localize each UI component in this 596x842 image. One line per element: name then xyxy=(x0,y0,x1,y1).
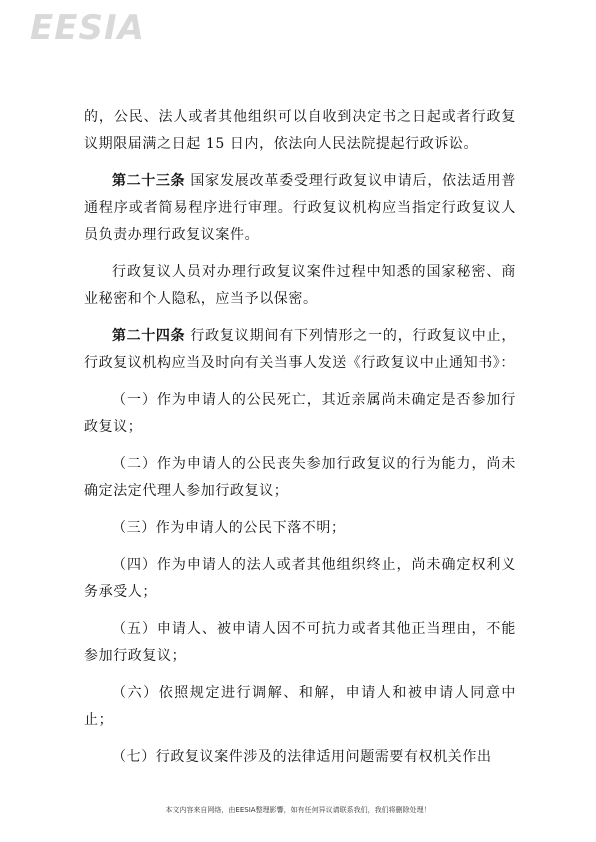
document-body xyxy=(84,104,516,781)
paragraph-text: （六）依照规定进行调解、和解，申请人和被申请人同意中止； xyxy=(84,685,516,728)
paragraph-text: （三）作为申请人的公民下落不明； xyxy=(112,520,346,536)
paragraph-text: （七）行政复议案件涉及的法律适用问题需要有权机关作出 xyxy=(112,749,492,765)
paragraph-p1 xyxy=(84,104,516,158)
paragraph-text: （二）作为申请人的公民丧失参加行政复议的行为能力，尚未确定法定代理人参加行政复议； xyxy=(84,456,516,499)
paragraph-text: 行政复议期间有下列情形之一的，行政复议中止，行政复议机构应当及时向有关当事人发送《行政复议中止通知书》： xyxy=(84,328,517,371)
article-heading: 第二十三条 xyxy=(112,173,186,189)
list-item-2 xyxy=(84,451,516,505)
paragraph-text: （四）作为申请人的法人或者其他组织终止，尚未确定权利义务承受人； xyxy=(84,557,516,600)
list-item-1 xyxy=(84,387,516,441)
list-item-4 xyxy=(84,552,516,606)
eesia-logo: EESIA xyxy=(30,8,145,48)
paragraph-text: （五）申请人、被申请人因不可抗力或者其他正当理由，不能参加行政复议； xyxy=(84,621,516,664)
paragraph-text: 国家发展改革委受理行政复议申请后，依法适用普通程序或者简易程序进行审理。行政复议机构应当指定行政复议人员负责办理行政复议案件。 xyxy=(84,173,517,243)
list-item-5 xyxy=(84,616,516,670)
paragraph-text: （一）作为申请人的公民死亡，其近亲属尚未确定是否参加行政复议； xyxy=(84,392,516,435)
paragraph-confidentiality xyxy=(84,259,516,313)
list-item-3 xyxy=(84,515,516,542)
footer-disclaimer: 本文内容来自网络，由EESIA整理影響，如有任何异议请联系我们，我们将删除处理！ xyxy=(165,806,431,814)
article-heading: 第二十四条 xyxy=(112,328,186,344)
paragraph-text: 行政复议人员对办理行政复议案件过程中知悉的国家秘密、商业秘密和个人隐私，应当予以保密。 xyxy=(84,264,516,307)
article-24 xyxy=(84,323,516,377)
article-23 xyxy=(84,168,516,249)
paragraph-text: 的，公民、法人或者其他组织可以自收到决定书之日起或者行政复议期限届满之日起 15 日内，依法向人民法院提起行政诉讼。 xyxy=(84,109,516,152)
list-item-6 xyxy=(84,680,516,734)
list-item-7 xyxy=(84,744,516,771)
